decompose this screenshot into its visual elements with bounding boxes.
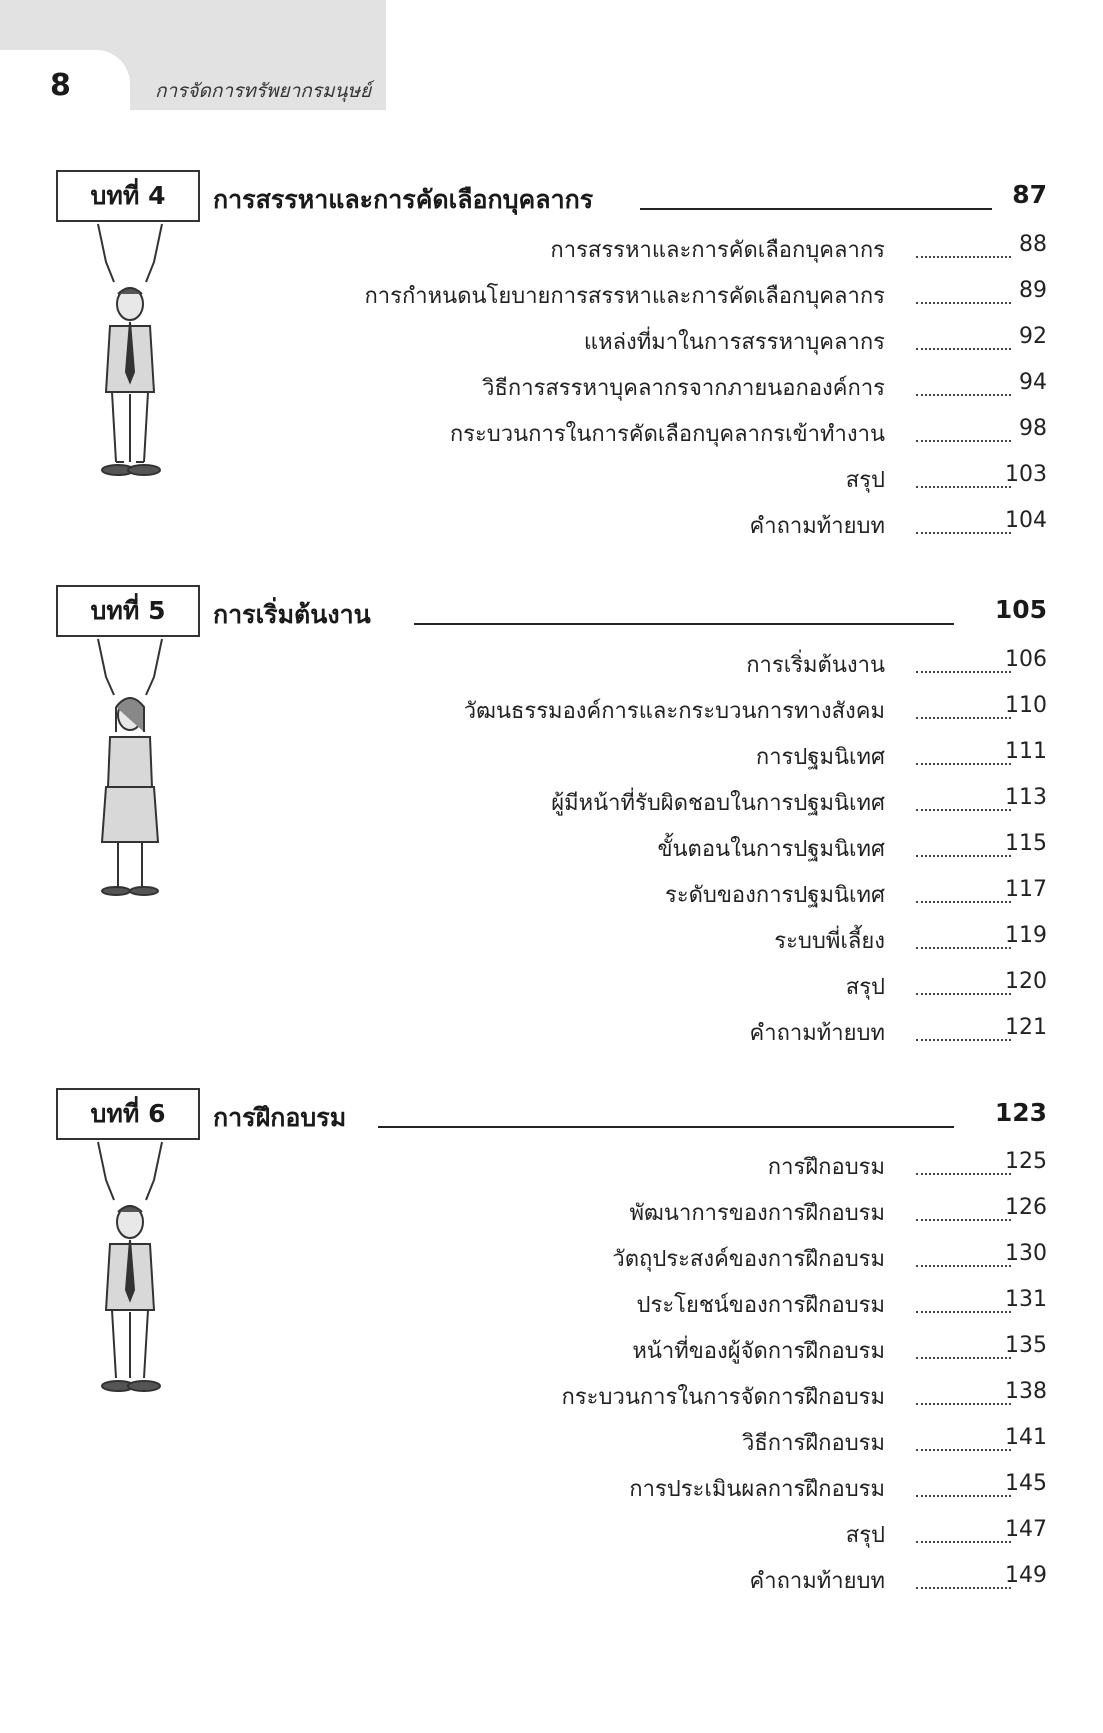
toc-entry-page: 131	[1005, 1287, 1047, 1312]
toc-entry[interactable]	[0, 1195, 1103, 1235]
toc-entry[interactable]	[0, 1149, 1103, 1189]
dot-leader	[916, 430, 1011, 442]
toc-entry[interactable]	[0, 831, 1103, 871]
toc-entry[interactable]	[0, 462, 1103, 502]
chapter-page: 123	[994, 1098, 1047, 1127]
toc-entry-page: 138	[1005, 1379, 1047, 1404]
toc-entry-page: 117	[1005, 877, 1047, 902]
toc-entry-label: วิธีการสรรหาบุคลากรจากภายนอกองค์การ	[482, 376, 885, 401]
dot-leader	[916, 707, 1011, 719]
running-title: การจัดการทรัพยากรมนุษย์	[155, 80, 372, 102]
dot-leader	[916, 1163, 1011, 1175]
toc-entry[interactable]	[0, 1241, 1103, 1281]
dot-leader	[916, 1577, 1011, 1589]
toc-entry-label: แหล่งที่มาในการสรรหาบุคลากร	[583, 330, 885, 355]
toc-entry-page: 113	[1005, 785, 1047, 810]
toc-entry-page: 141	[1005, 1425, 1047, 1450]
toc-entry-label: สรุป	[845, 1523, 885, 1548]
toc-entry-label: วิธีการฝึกอบรม	[742, 1431, 885, 1456]
toc-entry-page: 135	[1005, 1333, 1047, 1358]
toc-entry[interactable]	[0, 508, 1103, 548]
dot-leader	[916, 799, 1011, 811]
toc-entry-label: พัฒนาการของการฝึกอบรม	[629, 1201, 885, 1226]
toc-entry-page: 126	[1005, 1195, 1047, 1220]
toc-entry[interactable]	[0, 1517, 1103, 1557]
toc-entry-page: 98	[1019, 416, 1047, 441]
toc-entry-page: 103	[1005, 462, 1047, 487]
dot-leader	[916, 1301, 1011, 1313]
toc-entry-page: 94	[1019, 370, 1047, 395]
toc-entry-page: 111	[1005, 739, 1047, 764]
dot-leader	[916, 1439, 1011, 1451]
dot-leader	[916, 522, 1011, 534]
dot-leader	[916, 661, 1011, 673]
toc-entry-label: การปฐมนิเทศ	[755, 745, 885, 770]
dot-leader	[916, 1347, 1011, 1359]
toc-entry-label: การกำหนดนโยบายการสรรหาและการคัดเลือกบุคลากร	[364, 284, 885, 309]
toc-entry-label: สรุป	[845, 468, 885, 493]
chapter-label-sign: บทที่ 4	[56, 170, 200, 222]
dot-leader	[916, 1393, 1011, 1405]
dot-leader	[916, 891, 1011, 903]
toc-entry-label: การฝึกอบรม	[767, 1155, 885, 1180]
toc-entry[interactable]	[0, 969, 1103, 1009]
toc-entry[interactable]	[0, 1015, 1103, 1055]
toc-entry-page: 106	[1005, 647, 1047, 672]
toc-entry-label: ผู้มีหน้าที่รับผิดชอบในการปฐมนิเทศ	[551, 791, 885, 816]
dot-leader	[916, 937, 1011, 949]
toc-entry-label: กระบวนการในการจัดการฝึกอบรม	[561, 1385, 885, 1410]
toc-entry-label: หน้าที่ของผู้จัดการฝึกอบรม	[632, 1339, 885, 1364]
toc-entry-page: 119	[1005, 923, 1047, 948]
toc-entry[interactable]	[0, 1333, 1103, 1373]
chapter-label-sign: บทที่ 6	[56, 1088, 200, 1140]
title-rule	[640, 208, 992, 210]
toc-entry[interactable]	[0, 1563, 1103, 1603]
toc-entry-page: 145	[1005, 1471, 1047, 1496]
dot-leader	[916, 983, 1011, 995]
dot-leader	[916, 246, 1011, 258]
toc-entry[interactable]	[0, 1287, 1103, 1327]
title-rule	[378, 1126, 954, 1128]
toc-entry-label: ประโยชน์ของการฝึกอบรม	[636, 1293, 885, 1318]
chapter-label-sign: บทที่ 5	[56, 585, 200, 637]
toc-entry[interactable]	[0, 232, 1103, 272]
toc-entry-page: 121	[1005, 1015, 1047, 1040]
toc-entry[interactable]	[0, 693, 1103, 733]
toc-entry-page: 125	[1005, 1149, 1047, 1174]
toc-entry[interactable]	[0, 324, 1103, 364]
toc-entry-page: 89	[1019, 278, 1047, 303]
toc-entry-page: 130	[1005, 1241, 1047, 1266]
toc-entry[interactable]	[0, 1379, 1103, 1419]
toc-entry-page: 120	[1005, 969, 1047, 994]
chapter-title: การสรรหาและการคัดเลือกบุคลากร	[213, 185, 594, 214]
toc-entry-label: คำถามท้ายบท	[749, 1021, 885, 1046]
toc-entry[interactable]	[0, 785, 1103, 825]
dot-leader	[916, 1531, 1011, 1543]
dot-leader	[916, 384, 1011, 396]
dot-leader	[916, 476, 1011, 488]
dot-leader	[916, 753, 1011, 765]
toc-entry-page: 92	[1019, 324, 1047, 349]
toc-entry-page: 115	[1005, 831, 1047, 856]
dot-leader	[916, 1255, 1011, 1267]
toc-entry[interactable]	[0, 278, 1103, 318]
chapter-title: การฝึกอบรม	[213, 1103, 347, 1132]
title-rule	[414, 623, 954, 625]
toc-entry[interactable]	[0, 647, 1103, 687]
toc-entry[interactable]	[0, 1471, 1103, 1511]
toc-entry-label: ขั้นตอนในการปฐมนิเทศ	[657, 837, 885, 862]
toc-entry-label: ระดับของการปฐมนิเทศ	[665, 883, 885, 908]
toc-entry[interactable]	[0, 370, 1103, 410]
toc-entry[interactable]	[0, 739, 1103, 779]
toc-entry-page: 147	[1005, 1517, 1047, 1542]
toc-entry-label: การเริ่มต้นงาน	[746, 653, 885, 678]
chapter-title: การเริ่มต้นงาน	[213, 600, 371, 629]
toc-entry-label: สรุป	[845, 975, 885, 1000]
page-number: 8	[50, 68, 71, 103]
dot-leader	[916, 338, 1011, 350]
toc-entry-label: การสรรหาและการคัดเลือกบุคลากร	[550, 238, 885, 263]
toc-entry-label: กระบวนการในการคัดเลือกบุคลากรเข้าทำงาน	[449, 422, 885, 447]
toc-entry[interactable]	[0, 877, 1103, 917]
chapter-page: 105	[994, 595, 1047, 624]
toc-entry-label: คำถามท้ายบท	[749, 1569, 885, 1594]
dot-leader	[916, 292, 1011, 304]
toc-entry-page: 149	[1005, 1563, 1047, 1588]
dot-leader	[916, 845, 1011, 857]
toc-entry-label: วัฒนธรรมองค์การและกระบวนการทางสังคม	[463, 699, 885, 724]
dot-leader	[916, 1029, 1011, 1041]
toc-entry[interactable]	[0, 1425, 1103, 1465]
toc-entry-page: 88	[1019, 232, 1047, 257]
toc-entry-label: วัตถุประสงค์ของการฝึกอบรม	[612, 1247, 885, 1272]
toc-entry[interactable]	[0, 923, 1103, 963]
chapter-page: 87	[1012, 180, 1047, 209]
dot-leader	[916, 1209, 1011, 1221]
toc-entry-page: 110	[1005, 693, 1047, 718]
dot-leader	[916, 1485, 1011, 1497]
toc-entry-label: คำถามท้ายบท	[749, 514, 885, 539]
toc-entry[interactable]	[0, 416, 1103, 456]
toc-entry-label: ระบบพี่เลี้ยง	[774, 929, 885, 954]
toc-entry-label: การประเมินผลการฝึกอบรม	[629, 1477, 885, 1502]
toc-entry-page: 104	[1005, 508, 1047, 533]
